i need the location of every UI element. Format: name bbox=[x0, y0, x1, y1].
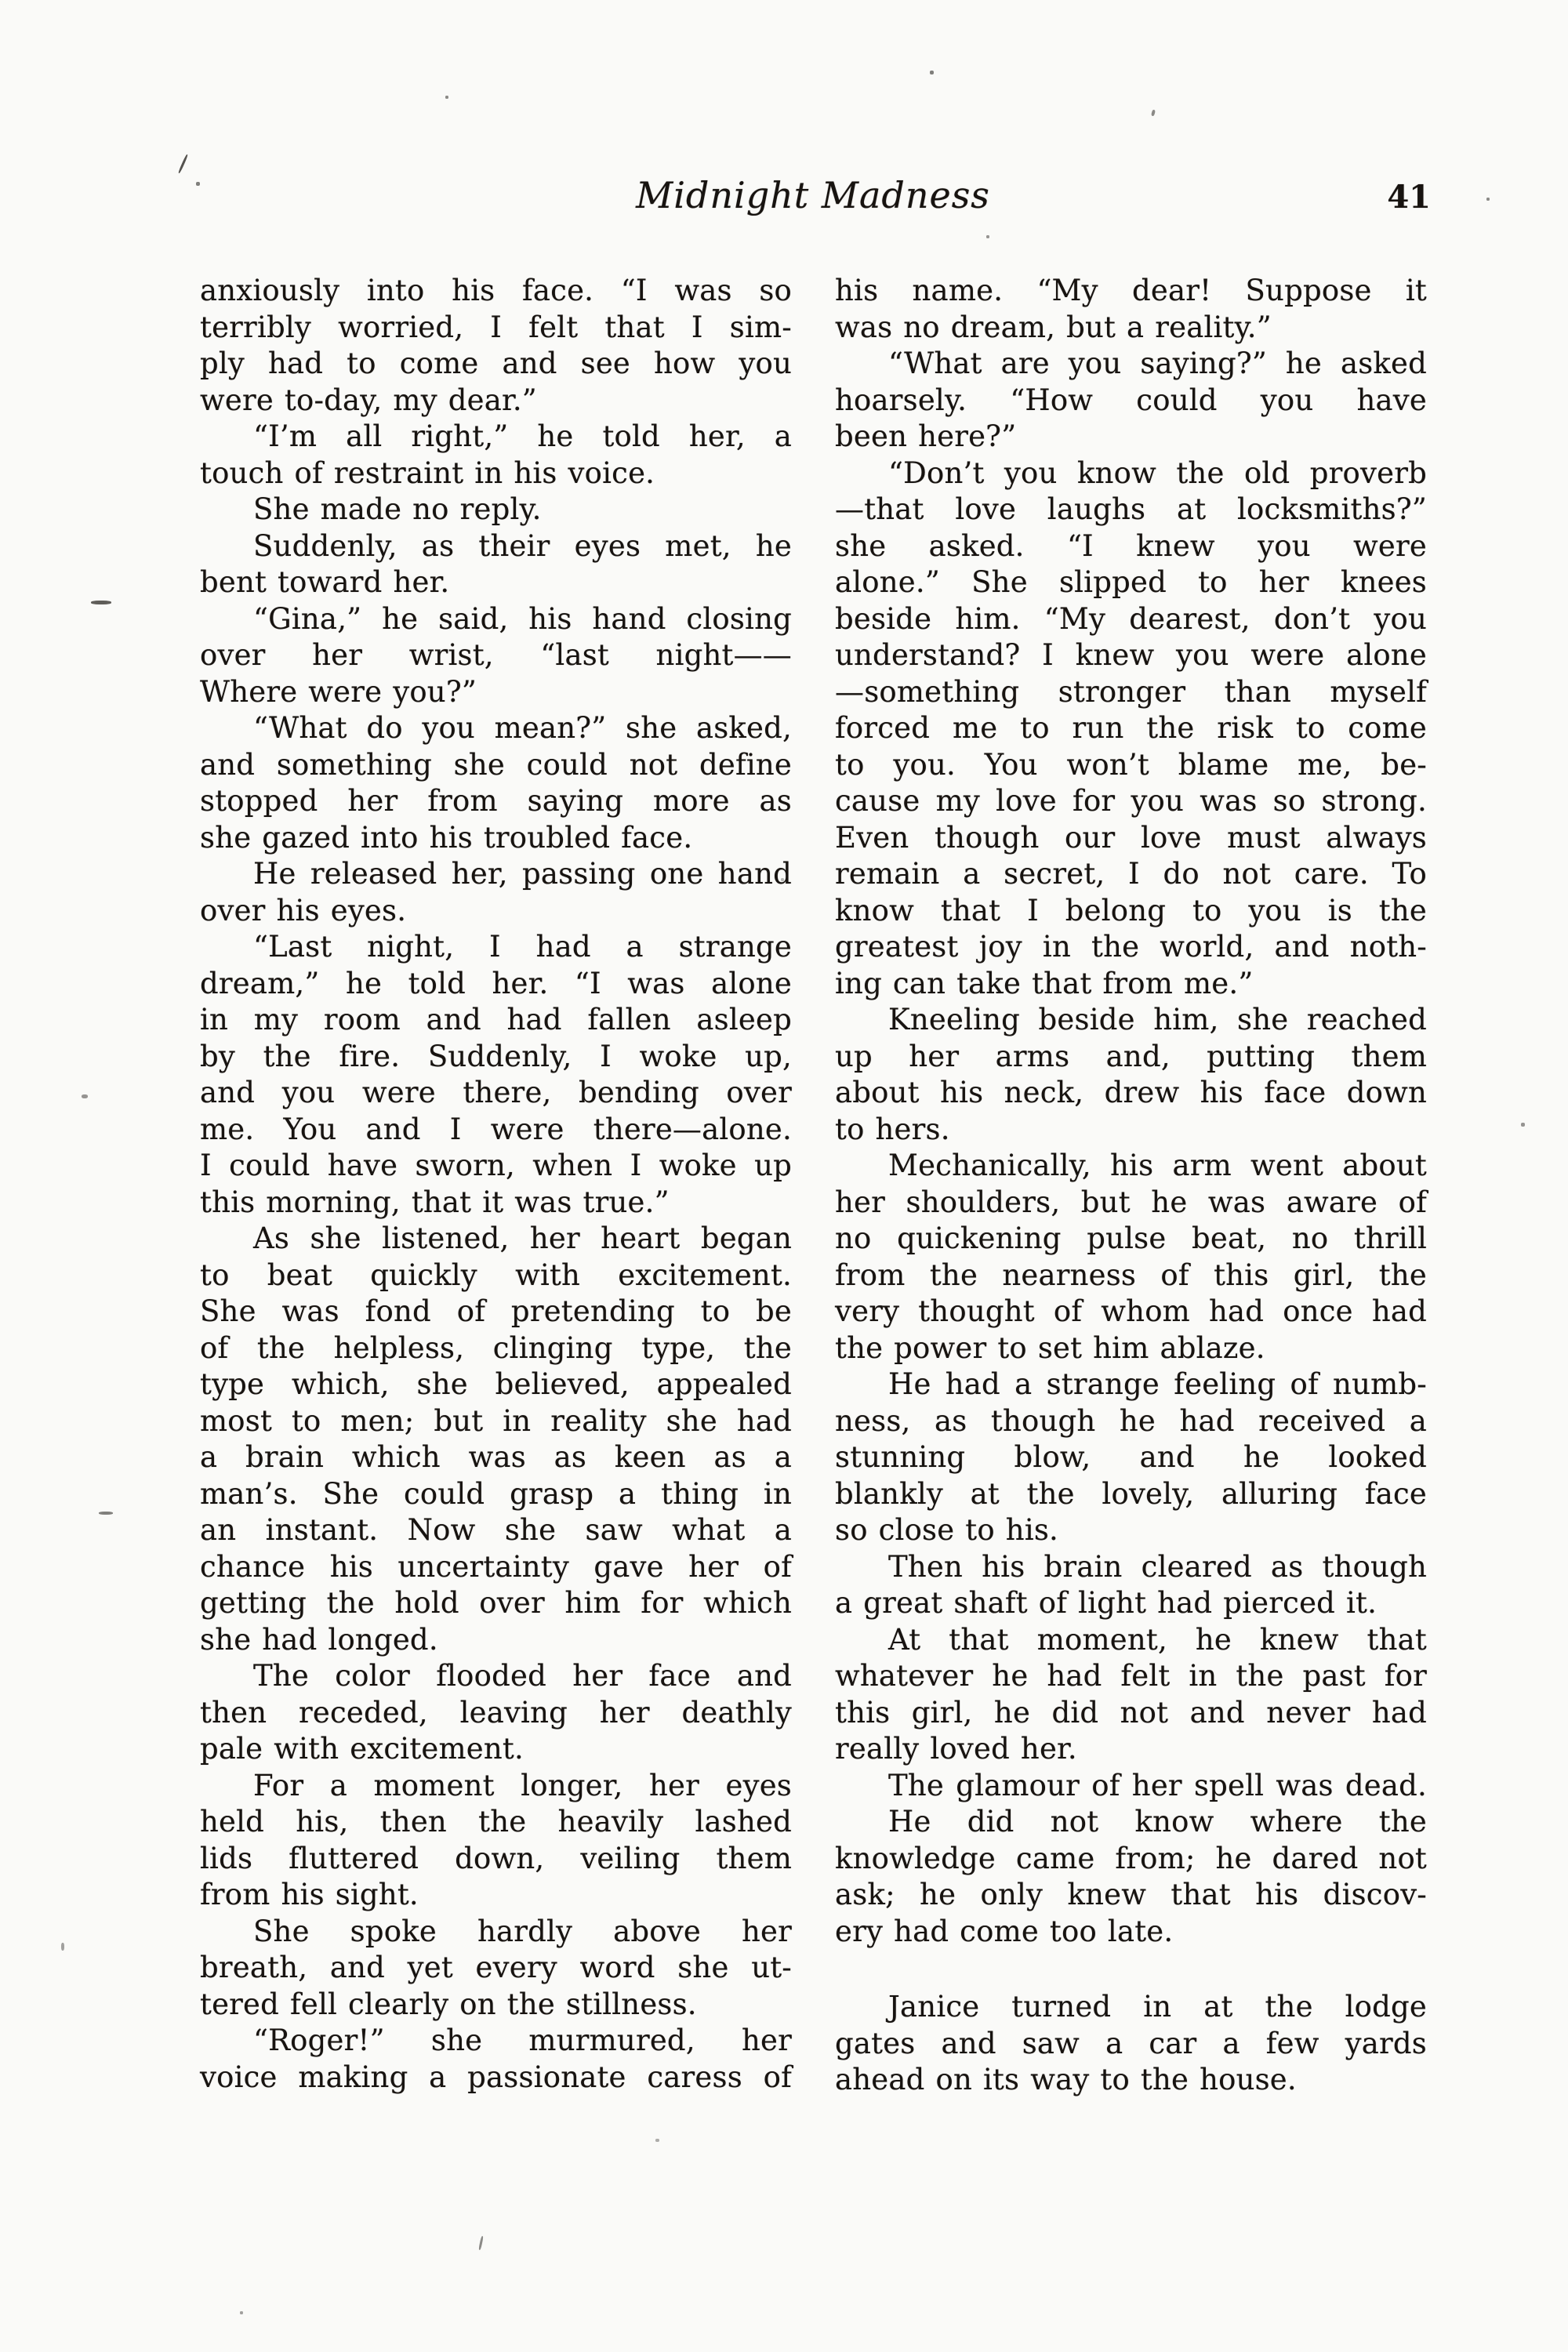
text-line: her shoulders, but he was aware of bbox=[835, 1185, 1427, 1219]
scan-speck bbox=[196, 182, 200, 186]
text-line: over her wrist, “last night—— bbox=[200, 638, 792, 672]
text-line: breath, and yet every word she ut- bbox=[200, 1951, 792, 1984]
text-line: held his, then the heavily lashed bbox=[200, 1805, 792, 1838]
text-line: beside him. “My dearest, don’t you bbox=[835, 601, 1427, 636]
paragraph bbox=[835, 456, 1427, 1003]
text-line: Where were you?” bbox=[200, 674, 477, 709]
text-line: He had a strange feeling of numb- bbox=[888, 1367, 1427, 1401]
text-line: a brain which was as keen as a bbox=[200, 1440, 792, 1474]
text-line: type which, she believed, appealed bbox=[200, 1367, 792, 1401]
text-line: terribly worried, I felt that I sim- bbox=[200, 310, 792, 344]
text-line: I could have sworn, when I woke up bbox=[200, 1149, 792, 1182]
text-line: tered fell clearly on the stillness. bbox=[200, 1987, 697, 2021]
text-line: by the fire. Suddenly, I woke up, bbox=[200, 1039, 792, 1073]
text-line: to you. You won’t blame me, be- bbox=[835, 747, 1427, 782]
text-line: lids fluttered down, veiling them bbox=[200, 1841, 792, 1875]
text-line: and you were there, bending over bbox=[200, 1076, 792, 1109]
text-line: were to-day, my dear.” bbox=[200, 383, 537, 417]
text-line: hoarsely. “How could you have bbox=[835, 383, 1427, 417]
text-line: ahead on its way to the house. bbox=[835, 2063, 1297, 2096]
text-line: touch of restraint in his voice. bbox=[200, 456, 655, 490]
text-line: his name. “My dear! Suppose it bbox=[835, 274, 1427, 307]
text-line: up her arms and, putting them bbox=[835, 1039, 1427, 1073]
text-line: Janice turned in at the lodge bbox=[888, 1990, 1427, 2024]
text-line: she asked. “I knew you were bbox=[835, 528, 1427, 563]
paragraph bbox=[200, 929, 792, 1221]
text-line: ply had to come and see how you bbox=[200, 347, 792, 380]
text-line: “What do you mean?” she asked, bbox=[253, 711, 792, 745]
text-line: and something she could not define bbox=[200, 747, 792, 782]
text-line: from his sight. bbox=[200, 1878, 419, 1911]
text-line: been here?” bbox=[835, 419, 1017, 453]
paragraph bbox=[200, 1914, 792, 2024]
text-line: in my room and had fallen asleep bbox=[200, 1003, 792, 1036]
text-line: Suddenly, as their eyes met, he bbox=[253, 528, 792, 563]
running-title: Midnight Madness bbox=[636, 174, 990, 216]
paragraph bbox=[835, 346, 1427, 456]
text-line: to hers. bbox=[835, 1112, 950, 1146]
paragraph bbox=[200, 419, 792, 492]
text-line: chance his uncertainty gave her of bbox=[200, 1549, 792, 1584]
text-column-right bbox=[835, 273, 1427, 2099]
text-line: gates and saw a car a few yards bbox=[835, 2026, 1427, 2060]
text-line: she had longed. bbox=[200, 1622, 438, 1657]
text-line: anxiously into his face. “I was so bbox=[200, 274, 792, 307]
text-line: She spoke hardly above her bbox=[253, 1914, 792, 1948]
text-line: so close to his. bbox=[835, 1513, 1059, 1547]
text-line: she gazed into his troubled face. bbox=[200, 820, 693, 855]
text-line: really loved her. bbox=[835, 1732, 1077, 1766]
scan-speck bbox=[82, 1094, 88, 1098]
scan-speck bbox=[1151, 110, 1156, 117]
paragraph bbox=[200, 1658, 792, 1768]
paragraph bbox=[200, 273, 792, 419]
text-line: Even though our love must always bbox=[835, 820, 1427, 855]
text-line: “I’m all right,” he told her, a bbox=[253, 419, 792, 453]
text-line: then receded, leaving her deathly bbox=[200, 1695, 792, 1730]
paragraph bbox=[835, 1989, 1427, 2099]
paragraph bbox=[200, 1768, 792, 1914]
scan-speck bbox=[781, 878, 784, 881]
text-line: At that moment, he knew that bbox=[888, 1622, 1427, 1657]
text-line: “Gina,” he said, his hand closing bbox=[253, 601, 792, 636]
paragraph bbox=[200, 2023, 792, 2096]
scan-speck bbox=[61, 1943, 64, 1951]
text-line: understand? I knew you were alone bbox=[835, 638, 1427, 672]
paragraph bbox=[835, 1804, 1427, 1950]
paragraph bbox=[835, 1768, 1427, 1805]
text-line: —that love laughs at locksmiths?” bbox=[835, 492, 1427, 526]
text-line: “Roger!” she murmured, her bbox=[253, 2024, 792, 2057]
text-line: me. You and I were there—alone. bbox=[200, 1112, 792, 1146]
text-line: bent toward her. bbox=[200, 565, 450, 599]
text-line: “Last night, I had a strange bbox=[253, 930, 792, 964]
text-line: “What are you saying?” he asked bbox=[888, 347, 1427, 380]
text-line: The color flooded her face and bbox=[253, 1659, 792, 1693]
text-line: She was fond of pretending to be bbox=[200, 1294, 792, 1328]
paragraph bbox=[200, 856, 792, 929]
text-line: stopped her from saying more as bbox=[200, 784, 792, 818]
text-line: this girl, he did not and never had bbox=[835, 1695, 1427, 1730]
text-column-left bbox=[200, 273, 792, 2096]
scan-speck bbox=[91, 601, 111, 604]
text-line: no quickening pulse beat, no thrill bbox=[835, 1221, 1427, 1255]
text-line: to beat quickly with excitement. bbox=[200, 1258, 792, 1292]
text-line: She made no reply. bbox=[253, 492, 542, 526]
text-line: knowledge came from; he dared not bbox=[835, 1841, 1427, 1875]
text-line: As she listened, her heart began bbox=[253, 1221, 792, 1255]
text-line: Kneeling beside him, she reached bbox=[888, 1003, 1427, 1036]
text-line: greatest joy in the world, and noth- bbox=[835, 930, 1427, 964]
text-line: whatever he had felt in the past for bbox=[835, 1659, 1427, 1693]
scan-speck bbox=[930, 71, 934, 74]
paragraph bbox=[200, 492, 792, 528]
paragraph bbox=[200, 528, 792, 601]
text-line: blankly at the lovely, alluring face bbox=[835, 1476, 1427, 1511]
text-line: ness, as though he had received a bbox=[835, 1403, 1427, 1438]
paragraph bbox=[200, 710, 792, 856]
text-line: forced me to run the risk to come bbox=[835, 711, 1427, 745]
scan-speck bbox=[1521, 1123, 1525, 1127]
scan-speck bbox=[445, 96, 448, 99]
text-line: Then his brain cleared as though bbox=[888, 1549, 1427, 1584]
text-line: very thought of whom had once had bbox=[835, 1294, 1427, 1328]
paragraph bbox=[200, 1221, 792, 1658]
text-line: of the helpless, clinging type, the bbox=[200, 1330, 792, 1365]
text-line: most to men; but in reality she had bbox=[200, 1403, 792, 1438]
scan-speck bbox=[986, 235, 989, 238]
text-line: He released her, passing one hand bbox=[253, 857, 792, 891]
paragraph bbox=[835, 1622, 1427, 1768]
text-line: cause my love for you was so strong. bbox=[835, 784, 1427, 818]
text-line: a great shaft of light had pierced it. bbox=[835, 1586, 1377, 1620]
text-line: stunning blow, and he looked bbox=[835, 1440, 1427, 1474]
text-line: this morning, that it was true.” bbox=[200, 1185, 670, 1219]
text-line: getting the hold over him for which bbox=[200, 1586, 792, 1620]
text-line: about his neck, drew his face down bbox=[835, 1076, 1427, 1109]
text-line: voice making a passionate caress of bbox=[200, 2060, 792, 2094]
text-line: “Don’t you know the old proverb bbox=[888, 456, 1427, 490]
text-line: the power to set him ablaze. bbox=[835, 1330, 1265, 1365]
text-line: For a moment longer, her eyes bbox=[253, 1768, 792, 1802]
text-line: alone.” She slipped to her knees bbox=[835, 565, 1427, 599]
text-line: remain a secret, I do not care. To bbox=[835, 857, 1427, 891]
text-line: ery had come too late. bbox=[835, 1914, 1174, 1948]
scan-speck bbox=[178, 154, 188, 174]
text-line: man’s. She could grasp a thing in bbox=[200, 1476, 792, 1511]
text-line: pale with excitement. bbox=[200, 1732, 524, 1766]
text-line: —something stronger than myself bbox=[835, 674, 1427, 709]
paragraph bbox=[835, 1367, 1427, 1549]
paragraph bbox=[200, 601, 792, 711]
scan-speck bbox=[655, 2139, 659, 2142]
text-line: over his eyes. bbox=[200, 893, 407, 927]
text-line: was no dream, but a reality.” bbox=[835, 310, 1272, 344]
paragraph bbox=[835, 1148, 1427, 1367]
text-line: dream,” he told her. “I was alone bbox=[200, 966, 792, 1000]
scan-speck bbox=[99, 1512, 113, 1515]
scan-speck bbox=[478, 2236, 484, 2250]
text-line: from the nearness of this girl, the bbox=[835, 1258, 1427, 1292]
paragraph bbox=[835, 1002, 1427, 1148]
text-line: ing can take that from me.” bbox=[835, 966, 1254, 1000]
paragraph bbox=[835, 273, 1427, 346]
text-line: Mechanically, his arm went about bbox=[888, 1149, 1427, 1182]
text-line: ask; he only knew that his discov- bbox=[835, 1878, 1427, 1911]
text-line: know that I belong to you is the bbox=[835, 893, 1427, 927]
scan-speck bbox=[240, 2311, 243, 2314]
scan-speck bbox=[1486, 198, 1490, 201]
page-number: 41 bbox=[1387, 179, 1431, 216]
text-line: an instant. Now she saw what a bbox=[200, 1513, 792, 1547]
text-line: The glamour of her spell was dead. bbox=[888, 1768, 1427, 1802]
text-line: He did not know where the bbox=[888, 1805, 1427, 1838]
paragraph bbox=[835, 1549, 1427, 1622]
